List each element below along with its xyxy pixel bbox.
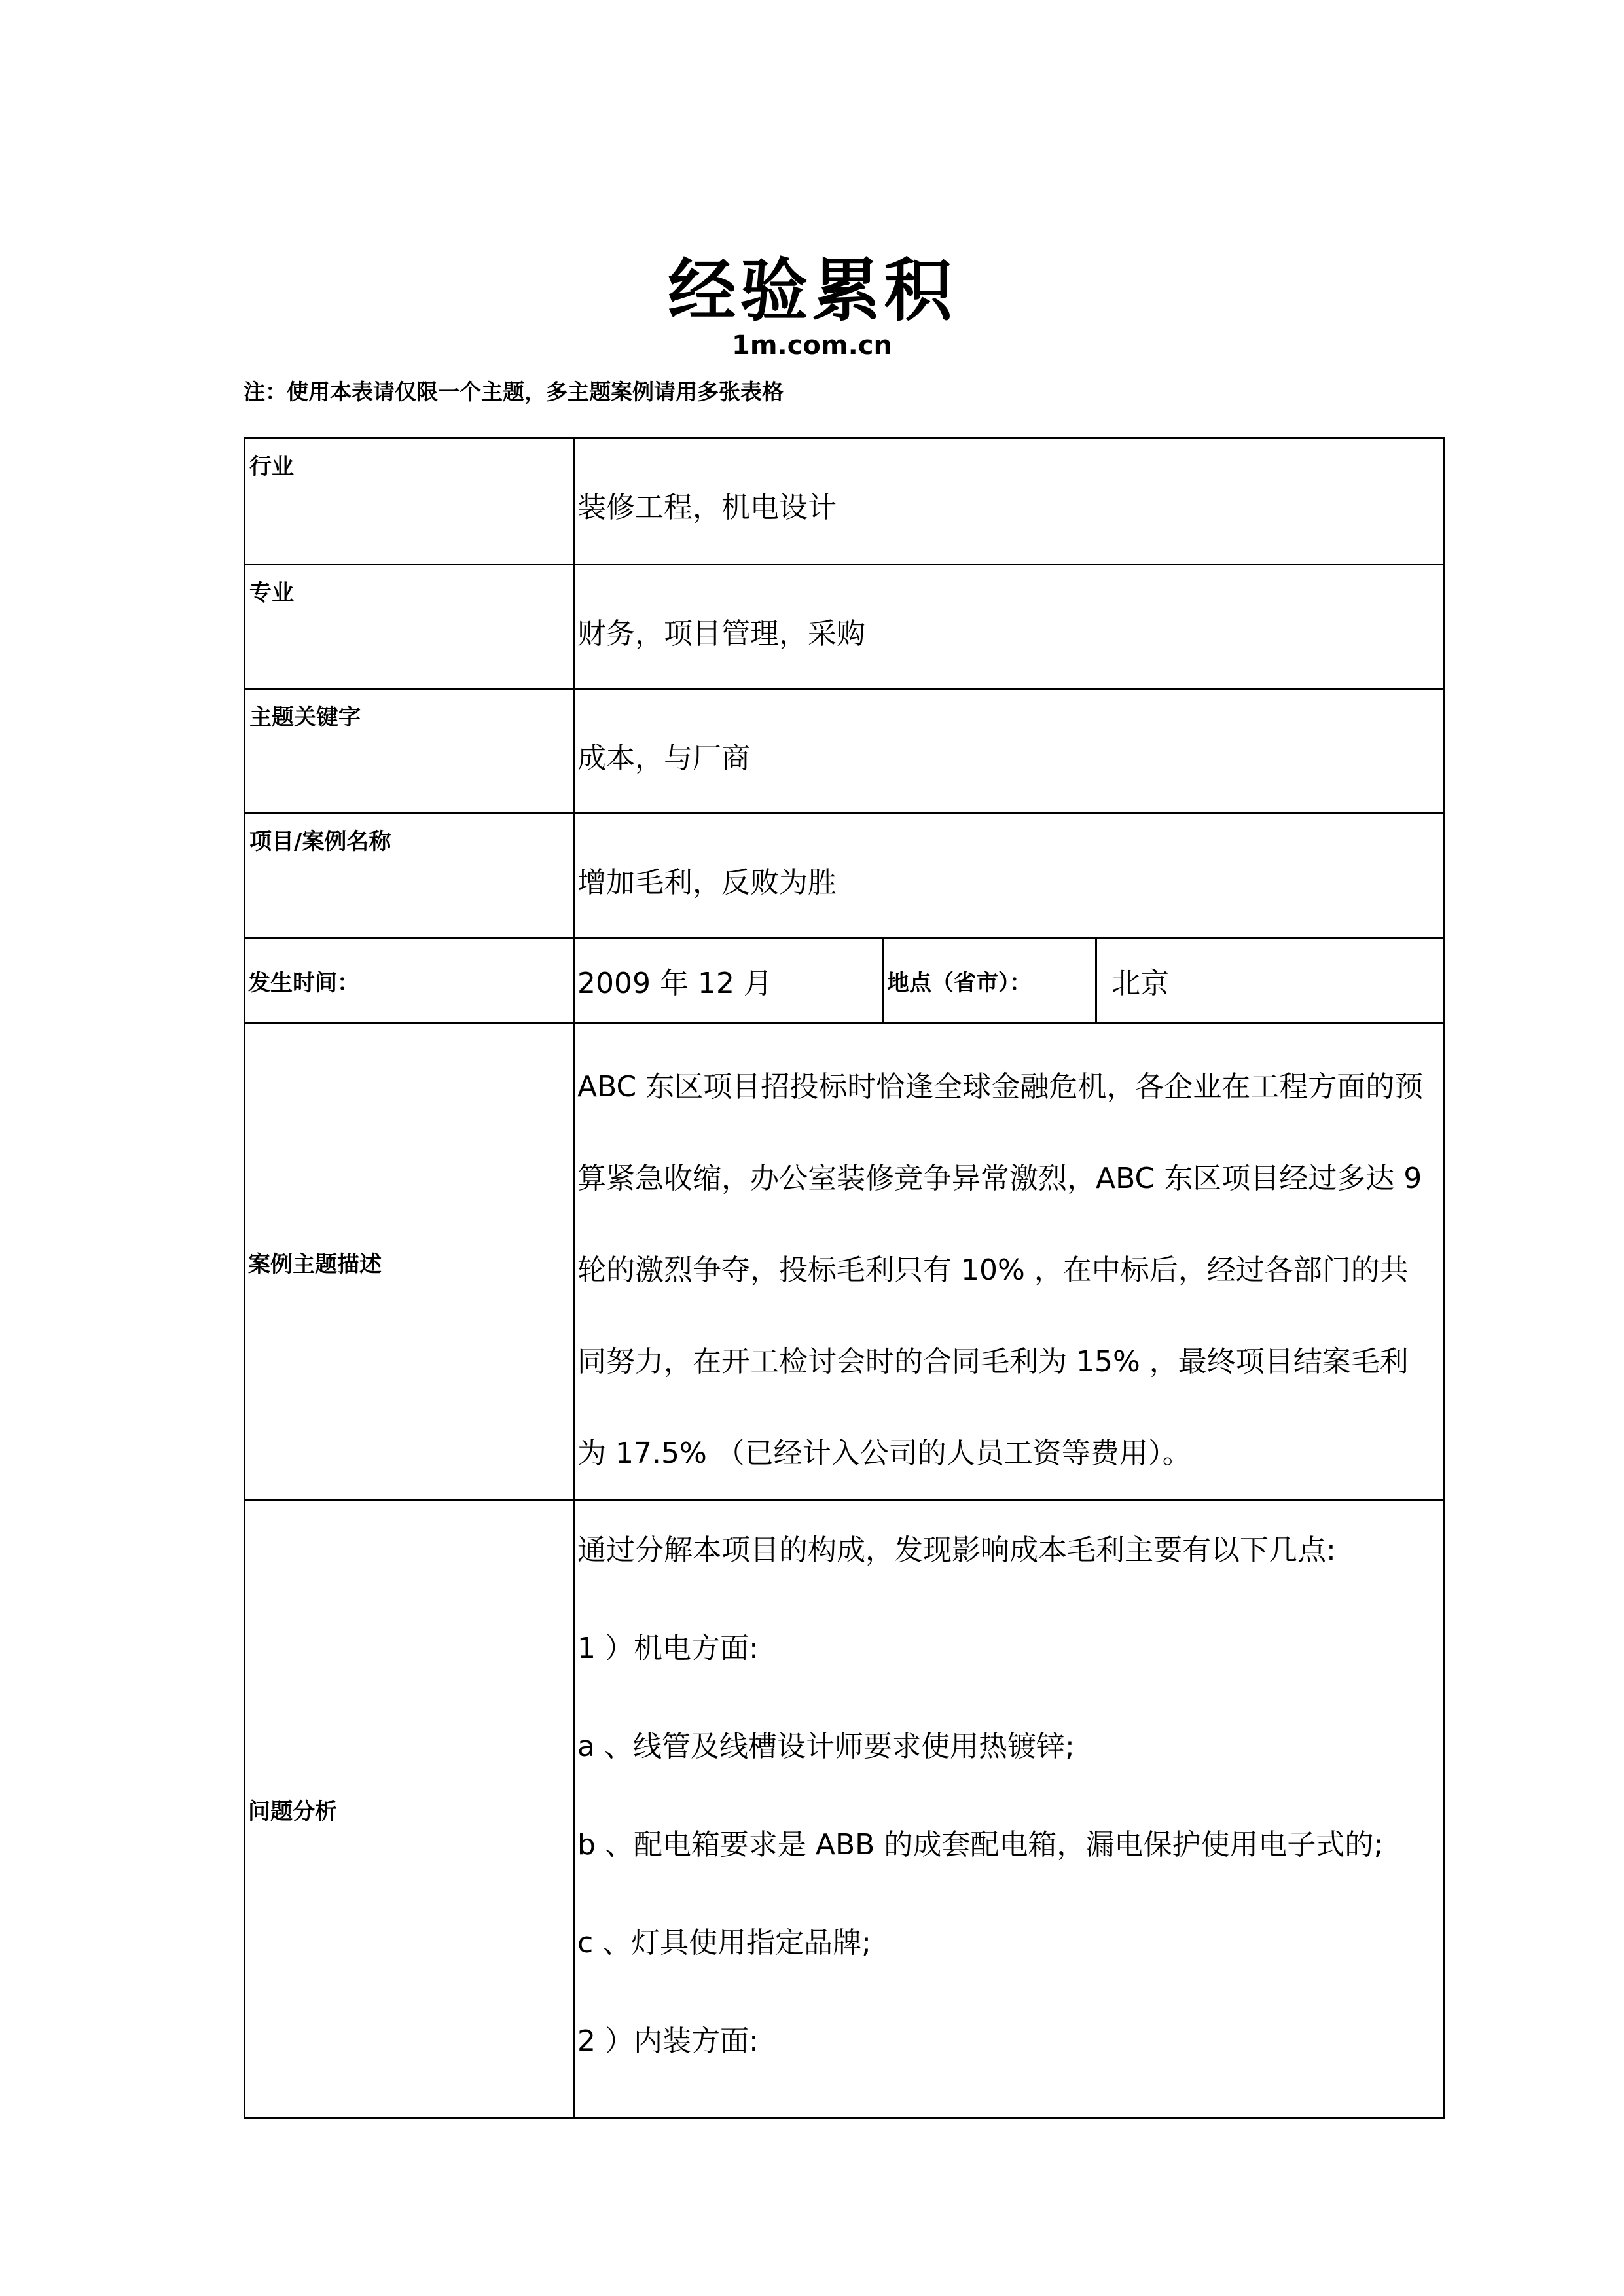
description-value-cell <box>574 1024 1444 1501</box>
document-subtitle: 1m.com.cn <box>732 331 892 361</box>
row-keywords <box>245 689 1444 814</box>
case-name-label: 项目/案例名称 <box>249 829 391 855</box>
analysis-label-cell <box>245 1501 574 2118</box>
analysis-value-cell <box>574 1501 1444 2118</box>
industry-label: 行业 <box>249 454 294 480</box>
analysis-label: 问题分析 <box>248 1798 337 1825</box>
description-line: 同努力，在开工检讨会时的合同毛利为 15% ，最终项目结案毛利 <box>577 1345 1409 1378</box>
row-specialty <box>245 565 1444 689</box>
time-label-cell <box>245 938 574 1024</box>
keywords-value-cell <box>574 689 1444 814</box>
analysis-line: b 、配电箱要求是 ABB 的成套配电箱，漏电保护使用电子式的; <box>577 1828 1384 1861</box>
analysis-line: 2 ）内装方面: <box>577 2024 759 2058</box>
location-value-cell <box>1096 938 1444 1024</box>
description-line: 算紧急收缩，办公室装修竞争异常激烈，ABC 东区项目经过多达 9 <box>577 1162 1422 1195</box>
description-line: 为 17.5% （已经计入公司的人员工资等费用）。 <box>577 1437 1191 1470</box>
keywords-label: 主题关键字 <box>249 704 361 730</box>
description-label: 案例主题描述 <box>248 1251 382 1278</box>
row-time-location <box>245 938 1444 1024</box>
row-industry <box>245 439 1444 565</box>
document-title: 经验累积 <box>668 250 956 331</box>
analysis-line: a 、线管及线槽设计师要求使用热镀锌; <box>577 1730 1075 1763</box>
time-value: 2009 年 12 月 <box>577 967 772 1000</box>
industry-value: 装修工程，机电设计 <box>577 491 837 524</box>
row-case-name <box>245 814 1444 938</box>
case-name-label-cell <box>245 814 574 938</box>
time-label: 发生时间： <box>248 969 359 996</box>
specialty-value-cell <box>574 565 1444 689</box>
description-line: ABC 东区项目招投标时恰逢全球金融危机，各企业在工程方面的预 <box>577 1070 1424 1103</box>
analysis-text <box>575 1501 1443 2117</box>
analysis-line: c 、灯具使用指定品牌; <box>577 1926 872 1960</box>
description-line: 轮的激烈争夺，投标毛利只有 10% ，在中标后，经过各部门的共 <box>577 1253 1409 1287</box>
case-name-value-cell <box>574 814 1444 938</box>
usage-note: 注：使用本表请仅限一个主题，多主题案例请用多张表格 <box>244 379 784 404</box>
location-label: 地点（省市）： <box>887 969 1032 996</box>
industry-label-cell <box>245 439 574 565</box>
specialty-label-cell <box>245 565 574 689</box>
description-text <box>575 1024 1443 1499</box>
keywords-label-cell <box>245 689 574 814</box>
industry-value-cell <box>574 439 1444 565</box>
row-description <box>245 1024 1444 1501</box>
case-name-value: 增加毛利，反败为胜 <box>577 866 837 899</box>
experience-form <box>244 437 1445 2119</box>
row-analysis <box>245 1501 1444 2118</box>
keywords-value: 成本，与厂商 <box>577 742 750 775</box>
location-value: 北京 <box>1111 967 1169 1000</box>
analysis-line: 通过分解本项目的构成，发现影响成本毛利主要有以下几点: <box>577 1534 1336 1567</box>
time-value-cell <box>574 938 884 1024</box>
location-label-cell <box>884 938 1096 1024</box>
analysis-line: 1 ）机电方面: <box>577 1632 759 1665</box>
specialty-value: 财务，项目管理，采购 <box>577 617 865 651</box>
description-label-cell <box>245 1024 574 1501</box>
specialty-label: 专业 <box>249 580 294 606</box>
